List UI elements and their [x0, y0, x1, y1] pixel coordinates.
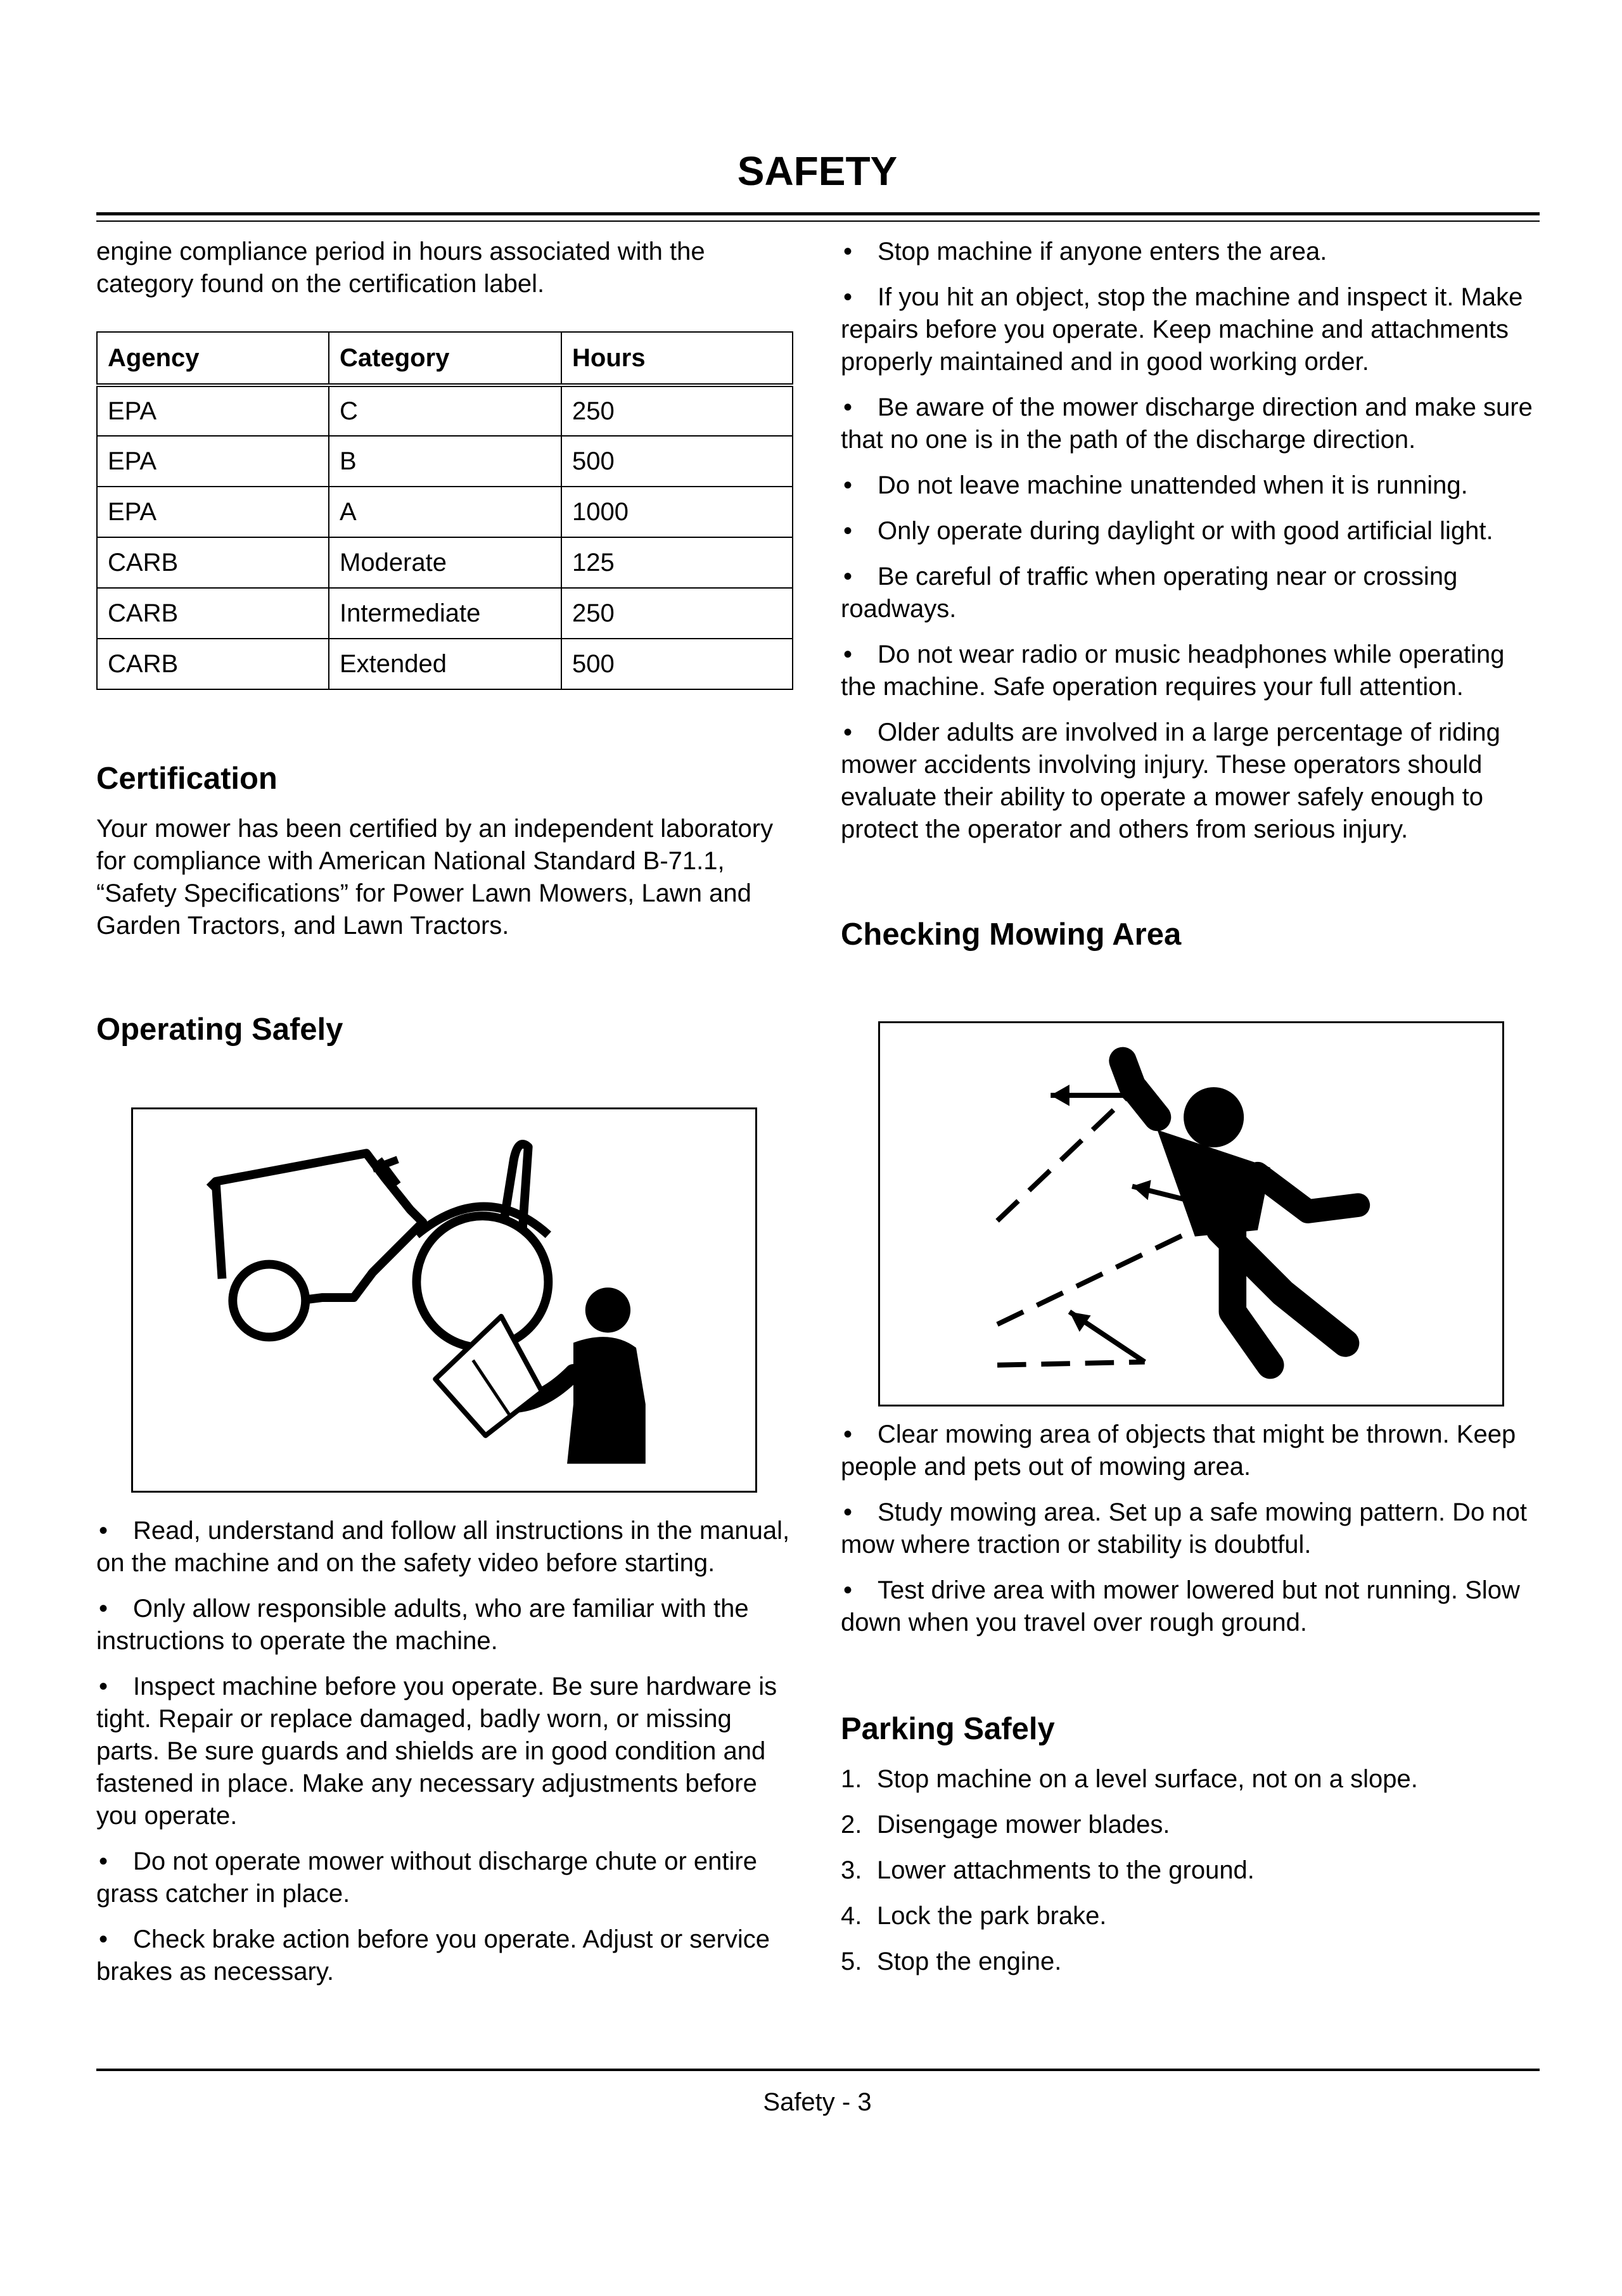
operating-safely-illustration [131, 1107, 757, 1493]
checking-mowing-area-heading: Checking Mowing Area [841, 917, 1182, 952]
header-rule-thin [96, 220, 1540, 222]
table-cell-agency: EPA [97, 385, 329, 436]
bullet-stop-anyone: • Stop machine if anyone enters the area. [841, 236, 1538, 268]
table-cell-hours: 125 [561, 537, 793, 588]
table-cell-agency: EPA [97, 436, 329, 487]
operating-bullet-brake: • Check brake action before you operate. Adjust or service brakes as necessary. [96, 1923, 793, 1988]
bullet-older-adults: • Older adults are involved in a large percentage of riding mower accidents involving injury. These operators should evaluate their ability to operate a mower safely enough to protect the operator and others from serious injury. [841, 717, 1538, 846]
table-cell-category: B [329, 436, 561, 487]
tractor-manual-icon [133, 1109, 755, 1491]
bullet-headphones: • Do not wear radio or music headphones while operating the machine. Safe operation requires your full attention. [841, 639, 1538, 703]
table-row [97, 436, 793, 487]
table-cell-agency: CARB [97, 588, 329, 639]
checking-bullet-test-drive: • Test drive area with mower lowered but not running. Slow down when you travel over rough ground. [841, 1574, 1538, 1639]
table-cell-hours: 1000 [561, 487, 793, 537]
parking-steps-list [841, 1763, 1538, 1978]
bullet-discharge-direction: • Be aware of the mower discharge direction and make sure that no one is in the path of the discharge direction. [841, 392, 1538, 456]
bullet-hit-object: • If you hit an object, stop the machine and inspect it. Make repairs before you operate. Keep machine and attachments properly maintained and in good working order. [841, 281, 1538, 378]
table-cell-category: Intermediate [329, 588, 561, 639]
intro-paragraph: engine compliance period in hours associated with the category found on the certification label. [96, 238, 705, 298]
table-cell-hours: 500 [561, 436, 793, 487]
checking-bullet-study: • Study mowing area. Set up a safe mowing pattern. Do not mow where traction or stability is doubtful. [841, 1496, 1538, 1561]
operating-bullet-read: • Read, understand and follow all instructions in the manual, on the machine and on the safety video before starting. [96, 1515, 793, 1579]
table-row [97, 537, 793, 588]
footer-rule [96, 2069, 1540, 2071]
table-header-row [97, 332, 793, 385]
certification-heading: Certification [96, 762, 278, 796]
list-item: 3. Lower attachments to the ground. [841, 1856, 1255, 1884]
page-number: Safety - 3 [763, 2088, 872, 2116]
table-cell-category: C [329, 385, 561, 436]
operating-safely-heading: Operating Safely [96, 1012, 343, 1047]
thrown-objects-illustration [878, 1021, 1504, 1406]
bullet-traffic: • Be careful of traffic when operating near or crossing roadways. [841, 561, 1538, 625]
table-cell-category: Extended [329, 639, 561, 689]
page-title: SAFETY [737, 148, 898, 194]
list-item: 4. Lock the park brake. [841, 1902, 1107, 1930]
table-cell-agency: CARB [97, 537, 329, 588]
table-cell-category: A [329, 487, 561, 537]
table-cell-agency: CARB [97, 639, 329, 689]
table-row [97, 487, 793, 537]
list-item: 2. Disengage mower blades. [841, 1811, 1170, 1839]
compliance-table [96, 331, 793, 690]
bullet-unattended: • Do not leave machine unattended when it is running. [841, 469, 1538, 502]
table-cell-agency: EPA [97, 487, 329, 537]
bullet-daylight: • Only operate during daylight or with good artificial light. [841, 515, 1538, 547]
thrown-object-hazard-icon [880, 1023, 1502, 1405]
checking-bullet-clear: • Clear mowing area of objects that might be thrown. Keep people and pets out of mowing area. [841, 1419, 1538, 1483]
table-row [97, 385, 793, 436]
table-cell-category: Moderate [329, 537, 561, 588]
table-cell-hours: 250 [561, 588, 793, 639]
table-cell-hours: 250 [561, 385, 793, 436]
operating-bullet-chute: • Do not operate mower without discharge chute or entire grass catcher in place. [96, 1846, 793, 1910]
list-item: 5. Stop the engine. [841, 1948, 1062, 1975]
table-header-category: Category [329, 332, 561, 385]
table-row [97, 588, 793, 639]
header-rule-thick [96, 212, 1540, 215]
table-header-hours: Hours [561, 332, 793, 385]
parking-safely-heading: Parking Safely [841, 1712, 1055, 1746]
list-item: 1. Stop machine on a level surface, not on a slope. [841, 1765, 1418, 1793]
operating-bullet-adults: • Only allow responsible adults, who are familiar with the instructions to operate the machine. [96, 1593, 793, 1657]
table-header-agency: Agency [97, 332, 329, 385]
table-cell-hours: 500 [561, 639, 793, 689]
operating-bullet-inspect: • Inspect machine before you operate. Be sure hardware is tight. Repair or replace damaged, badly worn, or missing parts. Be sure guards and shields are in good condition and fastened in place. Make any necessary adjustments before you operate. [96, 1671, 793, 1832]
certification-paragraph: Your mower has been certified by an independent laboratory for compliance with American National Standard B-71.1, “Safety Specifications” for Power Lawn Mowers, Lawn and Garden Tractors, and Lawn Tractors. [96, 815, 774, 940]
table-row [97, 639, 793, 689]
